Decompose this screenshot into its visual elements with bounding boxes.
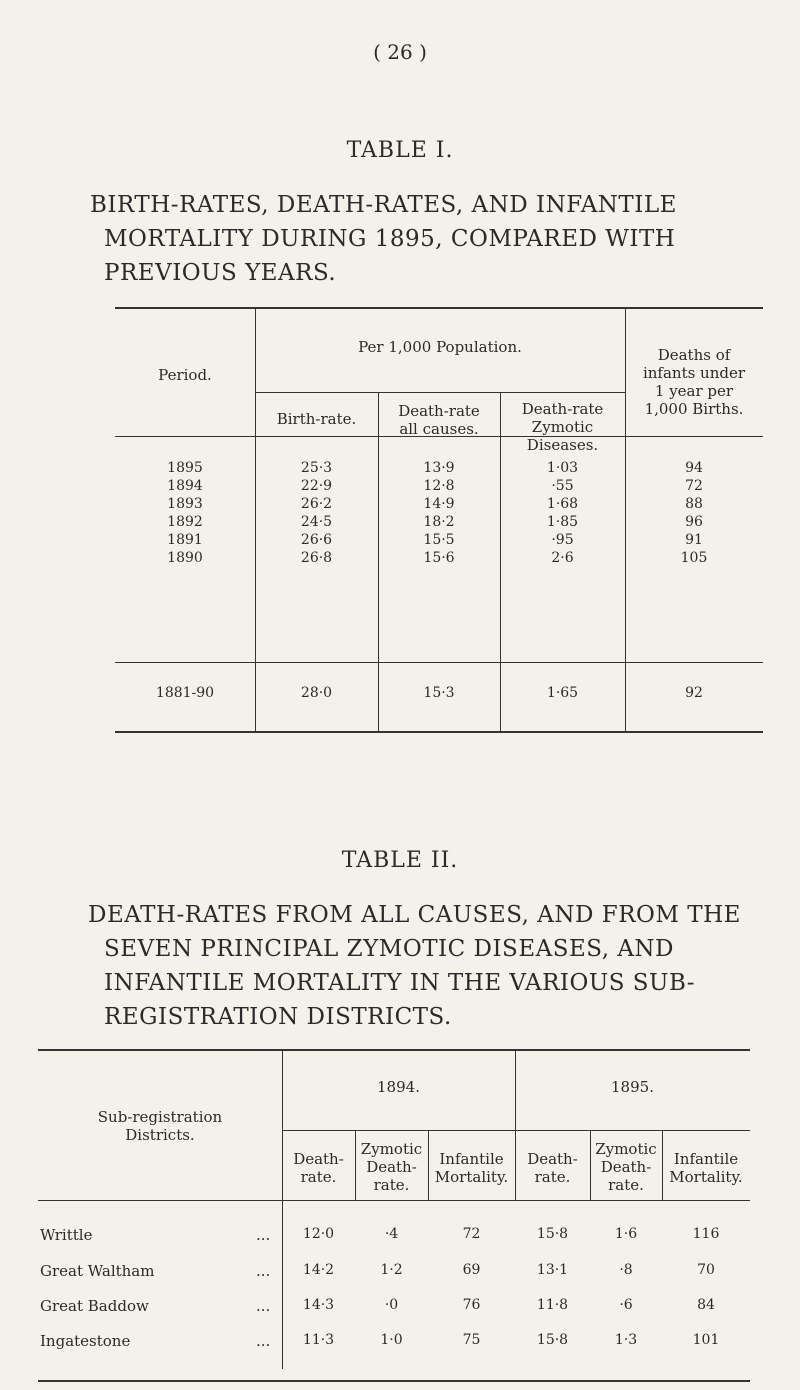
birth-cell: 26·8 (300, 550, 333, 566)
table1-bottom-rule (115, 731, 763, 733)
header-line: Diseases. (526, 436, 599, 454)
infantile-1894-cell: 72 (462, 1226, 481, 1242)
per-1000-header: Per 1,000 Population. (358, 338, 522, 356)
header-line: Districts. (125, 1126, 195, 1144)
header-line: Deaths of (657, 346, 731, 364)
infants-cell: 92 (685, 685, 703, 701)
header-line: all causes. (399, 420, 479, 438)
period-cell: 1895 (167, 460, 203, 476)
infantile-header (428, 1150, 515, 1186)
zymotic-1894-cell: ·4 (384, 1226, 399, 1242)
table-row (0, 460, 800, 478)
death-cell: 13·9 (423, 460, 455, 476)
header-line: infants under (642, 364, 746, 382)
table-row (0, 514, 800, 532)
table2-heading (88, 898, 768, 1034)
table-row (0, 496, 800, 514)
year-1894-header: 1894. (377, 1078, 420, 1096)
leader-dots: ... (256, 1262, 271, 1280)
death-1894-cell: 14·2 (302, 1262, 335, 1278)
table-row (0, 478, 800, 496)
death-rate-header (515, 1150, 590, 1186)
district-name: Writtle (40, 1226, 93, 1244)
header-line: Death- (366, 1158, 417, 1176)
table-row (0, 1332, 800, 1352)
table-row (0, 532, 800, 550)
zymotic-1894-cell: 1·0 (380, 1332, 403, 1348)
district-name: Great Baddow (40, 1297, 149, 1315)
zymotic-1895-cell: ·8 (619, 1262, 633, 1278)
death-1895-cell: 11·8 (536, 1297, 569, 1313)
table2-divider (282, 1051, 283, 1369)
header-line: 1,000 Births. (644, 400, 744, 418)
page-number: ( 26 ) (373, 40, 427, 64)
zymotic-1894-cell: ·0 (384, 1297, 399, 1313)
birth-cell: 25·3 (300, 460, 333, 476)
death-cell: 15·5 (423, 532, 455, 548)
table2-subheader-rule (282, 1130, 750, 1131)
death-rate-header (282, 1150, 355, 1186)
zymotic-header (355, 1140, 428, 1194)
birth-cell: 26·2 (300, 496, 333, 512)
death-cell: 15·6 (423, 550, 455, 566)
death-1894-cell: 14·3 (302, 1297, 335, 1313)
header-line: Mortality. (669, 1168, 743, 1186)
period-cell: 1892 (167, 514, 203, 530)
header-line: 1 year per (654, 382, 734, 400)
zymotic-cell: 1·65 (546, 685, 579, 701)
header-line: Infantile (673, 1150, 739, 1168)
infants-cell: 91 (685, 532, 703, 548)
table1-top-rule (115, 307, 763, 309)
birth-cell: 24·5 (300, 514, 333, 530)
table2-heading-line: SEVEN PRINCIPAL ZYMOTIC DISEASES, AND (104, 936, 674, 962)
zymotic-cell: ·95 (551, 532, 574, 548)
infantile-1894-cell: 76 (462, 1297, 481, 1313)
zymotic-cell: 1·68 (546, 496, 579, 512)
table1-summary-rule (115, 662, 763, 663)
birth-cell: 22·9 (300, 478, 333, 494)
zymotic-1895-cell: ·6 (619, 1297, 633, 1313)
year-1895-header: 1895. (611, 1078, 654, 1096)
header-line: Sub-registration (97, 1108, 223, 1126)
zymotic-header (500, 400, 625, 454)
death-1895-cell: 15·8 (536, 1332, 569, 1348)
period-cell: 1881-90 (155, 685, 215, 701)
table2-heading-line: REGISTRATION DISTRICTS. (104, 1004, 452, 1030)
period-cell: 1893 (167, 496, 203, 512)
table2-header-bottom-rule (38, 1200, 750, 1201)
zymotic-1894-cell: 1·2 (380, 1262, 403, 1278)
header-line: Death- (527, 1150, 578, 1168)
district-header (38, 1108, 282, 1144)
death-1895-cell: 15·8 (536, 1226, 569, 1242)
period-cell: 1894 (167, 478, 203, 494)
district-name: Great Waltham (40, 1262, 155, 1280)
infants-cell: 88 (685, 496, 703, 512)
infantile-1894-cell: 69 (462, 1262, 481, 1278)
infantile-1895-cell: 84 (697, 1297, 715, 1313)
table1-subheader-rule (255, 392, 625, 393)
infantile-header (662, 1150, 750, 1186)
death-1894-cell: 11·3 (302, 1332, 335, 1348)
zymotic-1895-cell: 1·3 (614, 1332, 638, 1348)
infantile-1895-cell: 101 (692, 1332, 720, 1348)
death-cell: 14·9 (423, 496, 455, 512)
infantile-1895-cell: 70 (697, 1262, 715, 1278)
table1-heading-line: MORTALITY DURING 1895, COMPARED WITH (104, 226, 676, 252)
table2-title: TABLE II. (341, 848, 459, 873)
header-line: Death-rate (521, 400, 604, 418)
infants-cell: 72 (685, 478, 703, 494)
infantile-1895-cell: 116 (692, 1226, 720, 1242)
table2-top-rule (38, 1049, 750, 1051)
death-1894-cell: 12·0 (302, 1226, 335, 1242)
table-row (0, 550, 800, 568)
header-line: Zymotic (360, 1140, 423, 1158)
header-line: Death- (600, 1158, 652, 1176)
header-line: Zymotic (531, 418, 594, 436)
header-line: Death- (293, 1150, 344, 1168)
header-line: Mortality. (434, 1168, 509, 1186)
table1-heading-line: PREVIOUS YEARS. (104, 260, 337, 286)
infants-cell: 96 (685, 514, 703, 530)
birth-cell: 28·0 (300, 685, 333, 701)
birth-rate-header: Birth-rate. (276, 410, 357, 428)
header-line: Death-rate (398, 402, 480, 420)
zymotic-1895-cell: 1·6 (614, 1226, 638, 1242)
period-cell: 1891 (167, 532, 203, 548)
header-line: rate. (373, 1176, 410, 1194)
zymotic-cell: 1·85 (546, 514, 579, 530)
birth-cell: 26·6 (300, 532, 333, 548)
header-line: rate. (534, 1168, 571, 1186)
table2-bottom-rule (38, 1380, 750, 1382)
death-cell: 12·8 (423, 478, 455, 494)
infants-cell: 105 (680, 550, 708, 566)
header-line: Zymotic (595, 1140, 657, 1158)
zymotic-cell: 2·6 (551, 550, 574, 566)
table1-title: TABLE I. (346, 138, 454, 163)
summary-row (0, 685, 800, 703)
district-name: Ingatestone (40, 1332, 131, 1350)
death-cell: 15·3 (423, 685, 455, 701)
infants-cell: 94 (685, 460, 703, 476)
leader-dots: ... (256, 1332, 271, 1350)
infants-header (625, 346, 763, 418)
death-1895-cell: 13·1 (536, 1262, 569, 1278)
table-row (0, 1297, 800, 1317)
table-row (0, 1226, 800, 1246)
period-header: Period. (158, 366, 212, 384)
zymotic-cell: ·55 (551, 478, 574, 494)
table2-heading-line: INFANTILE MORTALITY IN THE VARIOUS SUB- (104, 970, 696, 996)
leader-dots: ... (256, 1297, 271, 1315)
header-line: rate. (608, 1176, 644, 1194)
infantile-1894-cell: 75 (462, 1332, 481, 1348)
period-cell: 1890 (167, 550, 203, 566)
leader-dots: ... (256, 1226, 271, 1244)
table2-heading-line: DEATH-RATES FROM ALL CAUSES, AND FROM THE (88, 902, 741, 928)
table1-heading-line: BIRTH-RATES, DEATH-RATES, AND INFANTILE (90, 192, 677, 218)
zymotic-cell: 1·03 (546, 460, 579, 476)
zymotic-header (590, 1140, 662, 1194)
table1-heading (90, 188, 770, 290)
header-line: rate. (300, 1168, 337, 1186)
death-cell: 18·2 (423, 514, 455, 530)
death-rate-header (378, 402, 500, 438)
table-row (0, 1262, 800, 1282)
header-line: Infantile (439, 1150, 504, 1168)
